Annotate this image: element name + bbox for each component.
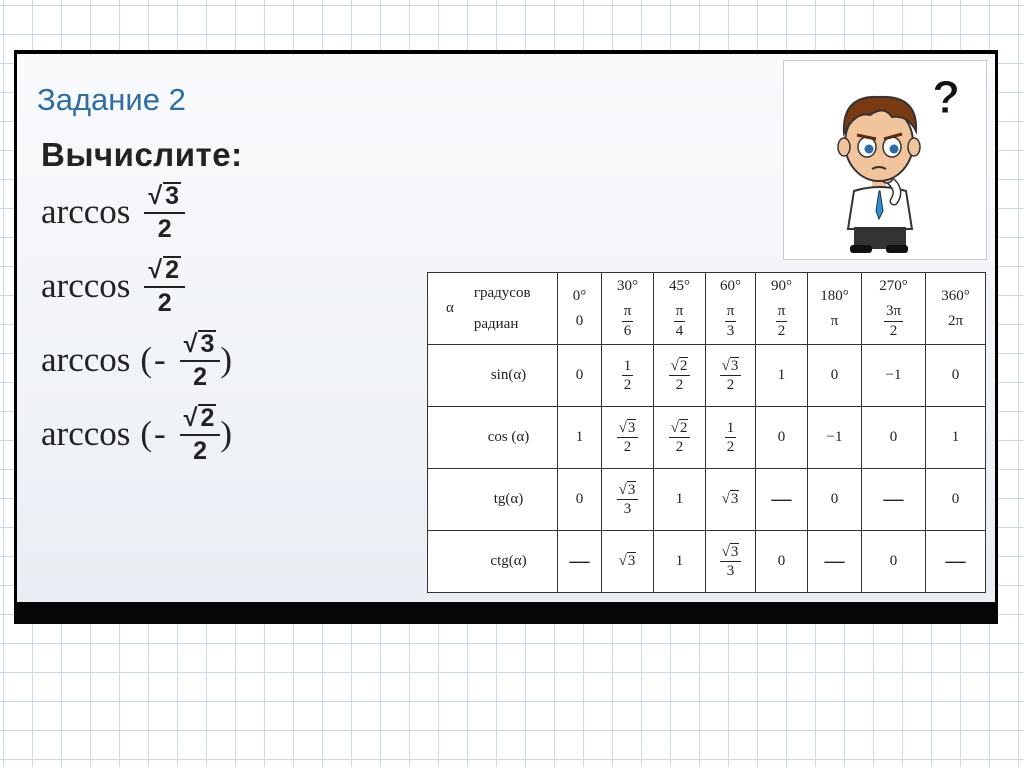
trig-values-table: [427, 272, 986, 593]
value-cell: [756, 407, 808, 469]
value-cell: [602, 345, 654, 407]
degree-value: 180°: [820, 287, 849, 304]
cell-value: 0: [889, 553, 898, 569]
function-label-cell: [428, 407, 558, 469]
radian-value: 0: [575, 312, 584, 329]
degree-value: 270°: [879, 278, 908, 294]
cell-value: $\frac{1}{2}$: [623, 357, 632, 393]
radians-label: радиан: [473, 315, 519, 332]
open-paren: (: [140, 340, 153, 379]
cell-value: $\frac{√3}{3}$: [617, 491, 639, 507]
alpha-header-cell: [428, 273, 558, 345]
table-row: [428, 345, 986, 407]
illustration-frame: [783, 60, 987, 260]
cell-value: 0: [575, 367, 584, 383]
open-paren: (: [140, 414, 153, 453]
function-label: ctg(α): [490, 553, 527, 569]
function-name: arccos: [41, 192, 131, 231]
cell-value: 1: [951, 429, 960, 445]
cell-value: √3: [618, 553, 636, 569]
function-label-cell: [428, 469, 558, 531]
cell-value: 1: [675, 491, 684, 507]
degree-value: 30°: [617, 278, 638, 294]
minus-sign: -: [154, 414, 166, 453]
cell-value: 0: [830, 367, 839, 383]
cell-value: $\frac{√3}{3}$: [720, 553, 742, 569]
value-cell: [706, 407, 756, 469]
value-cell: [654, 531, 706, 593]
minus-sign: -: [154, 340, 166, 379]
cell-value: $\frac{√2}{2}$: [669, 367, 691, 383]
expression-3: [41, 330, 232, 390]
task-title: Задание 2: [37, 82, 186, 117]
radian-value: π: [830, 312, 839, 329]
cell-value: 0: [777, 429, 786, 445]
value-cell: [654, 469, 706, 531]
value-cell: [862, 407, 926, 469]
task-instruction: Вычислите:: [41, 136, 243, 173]
value-cell: [602, 469, 654, 531]
slide-bottom-bar: [14, 602, 998, 624]
radian-value: $\frac{\pi}{2}$: [777, 303, 786, 339]
value-cell: [706, 531, 756, 593]
cell-value: 0: [575, 491, 584, 507]
value-cell: [602, 407, 654, 469]
value-cell: [808, 407, 862, 469]
cell-value: 1: [575, 429, 584, 445]
value-cell: [808, 345, 862, 407]
cell-value: −1: [885, 367, 902, 383]
radicand: 3: [165, 182, 180, 210]
radian-value: $\frac{\pi}{3}$: [726, 303, 735, 339]
value-cell: [756, 345, 808, 407]
angle-header-cell: [558, 273, 602, 345]
cell-value: $\frac{√3}{2}$: [617, 429, 639, 445]
value-cell: [926, 407, 986, 469]
denominator: 2: [193, 363, 207, 391]
radian-value: $\frac{3\pi}{2}$: [885, 303, 902, 339]
radical-sign: √: [148, 182, 163, 210]
function-name: arccos: [41, 414, 131, 453]
cell-value: —: [945, 550, 966, 572]
cell-value: —: [771, 488, 792, 510]
table-row: [428, 531, 986, 593]
value-cell: [808, 531, 862, 593]
value-cell: [558, 407, 602, 469]
value-cell: [706, 469, 756, 531]
degree-value: 360°: [941, 287, 970, 304]
denominator: 2: [157, 215, 172, 243]
slide-content: [17, 54, 995, 602]
radian-value: $\frac{\pi}{4}$: [675, 303, 684, 339]
alpha-symbol: α: [446, 300, 454, 316]
cell-value: $\frac{1}{2}$: [726, 419, 735, 455]
radian-value: 2π: [947, 312, 964, 329]
close-paren: ): [220, 340, 232, 379]
radical-sign: √: [183, 330, 198, 358]
expression-2: [41, 256, 185, 316]
value-cell: [862, 469, 926, 531]
value-cell: [862, 531, 926, 593]
value-cell: [926, 469, 986, 531]
cell-value: 0: [951, 491, 960, 507]
degrees-label: градусов: [473, 284, 531, 301]
cell-value: 0: [777, 553, 786, 569]
value-cell: [706, 345, 756, 407]
function-label: tg(α): [493, 491, 524, 507]
cell-value: 1: [777, 367, 786, 383]
value-cell: [654, 407, 706, 469]
function-name: arccos: [41, 266, 131, 305]
denominator: 2: [193, 437, 207, 465]
angle-header-cell: [654, 273, 706, 345]
degree-value: 45°: [669, 278, 690, 294]
expression-1: [41, 182, 185, 242]
fraction: [144, 182, 185, 242]
cell-value: —: [883, 488, 904, 510]
function-label: cos (α): [487, 429, 530, 445]
value-cell: [808, 469, 862, 531]
close-paren: ): [220, 414, 232, 453]
cell-value: −1: [826, 429, 843, 445]
angle-header-cell: [808, 273, 862, 345]
function-label-cell: [428, 531, 558, 593]
slide: [14, 50, 998, 624]
degree-value: 60°: [720, 278, 741, 294]
function-label: sin(α): [490, 367, 527, 383]
value-cell: [558, 531, 602, 593]
angle-header-cell: [706, 273, 756, 345]
cell-value: —: [824, 550, 845, 572]
degree-value: 0°: [572, 287, 587, 304]
cell-value: $\frac{√2}{2}$: [669, 429, 691, 445]
value-cell: [926, 531, 986, 593]
cell-value: 0: [889, 429, 898, 445]
function-label-cell: [428, 345, 558, 407]
cell-value: 0: [830, 491, 839, 507]
angle-header-cell: [602, 273, 654, 345]
angle-header-cell: [756, 273, 808, 345]
fraction: [144, 256, 185, 316]
value-cell: [926, 345, 986, 407]
value-cell: [558, 469, 602, 531]
question-mark: ?: [932, 71, 961, 123]
radicand: 3: [200, 330, 215, 358]
value-cell: [654, 345, 706, 407]
value-cell: [558, 345, 602, 407]
cell-value: $\frac{√3}{2}$: [720, 367, 742, 383]
degree-value: 90°: [771, 278, 792, 294]
table-row: [428, 469, 986, 531]
value-cell: [756, 469, 808, 531]
radical-sign: √: [148, 256, 163, 284]
cell-value: √3: [721, 491, 739, 507]
radian-value: $\frac{\pi}{6}$: [623, 303, 632, 339]
table-row: [428, 407, 986, 469]
function-name: arccos: [41, 340, 131, 379]
radicand: 2: [165, 256, 180, 284]
cell-value: 1: [675, 553, 684, 569]
radical-sign: √: [183, 404, 198, 432]
value-cell: [756, 531, 808, 593]
denominator: 2: [157, 289, 172, 317]
angle-header-cell: [862, 273, 926, 345]
value-cell: [862, 345, 926, 407]
radicand: 2: [200, 404, 215, 432]
thinking-boy-icon: [784, 61, 986, 259]
angle-header-cell: [926, 273, 986, 345]
fraction: [180, 404, 221, 464]
table-header-row: [428, 273, 986, 345]
cell-value: —: [569, 550, 590, 572]
fraction: [180, 330, 221, 390]
value-cell: [602, 531, 654, 593]
cell-value: 0: [951, 367, 960, 383]
expression-4: [41, 404, 232, 464]
